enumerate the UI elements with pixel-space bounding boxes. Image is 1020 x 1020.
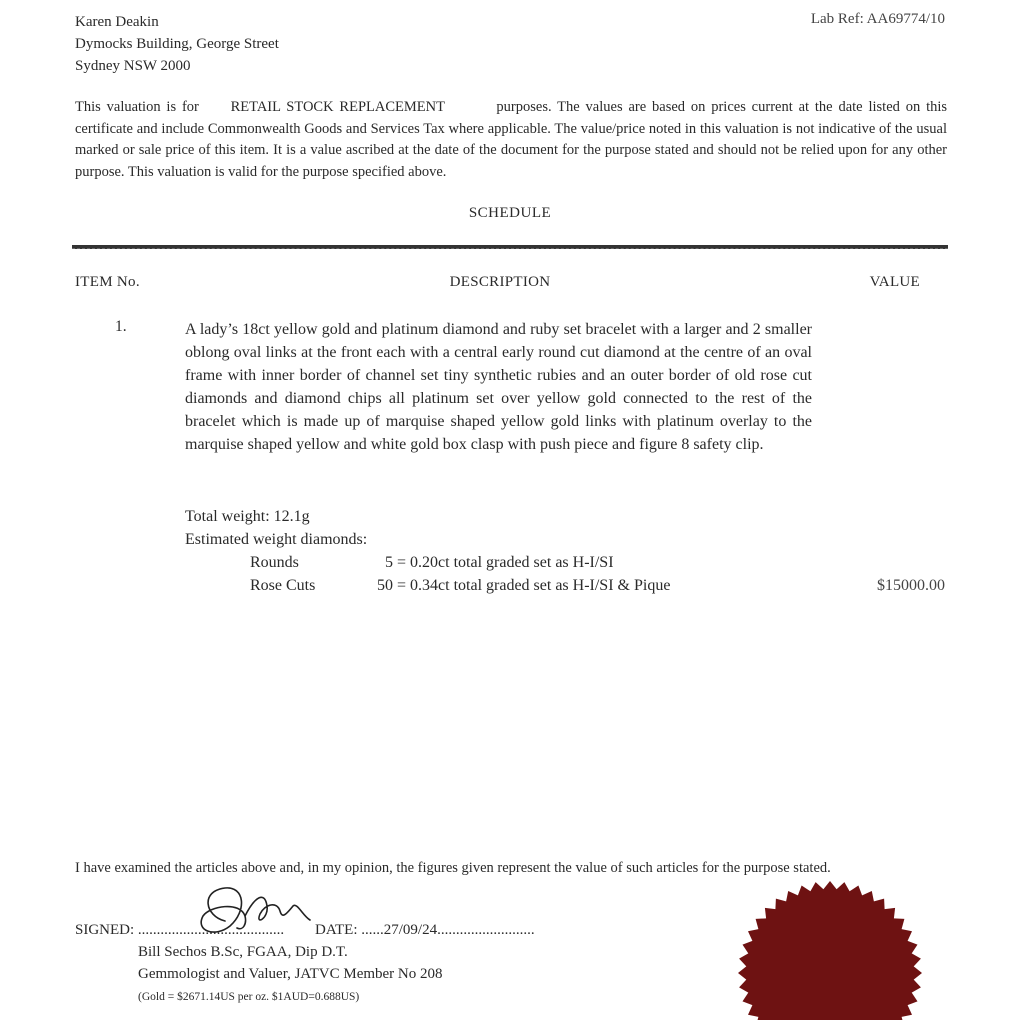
header-value: VALUE — [869, 274, 920, 290]
diamond-type-rounds: Rounds — [250, 554, 299, 571]
estimated-weight-label: Estimated weight diamonds: — [185, 531, 368, 548]
schedule-title: SCHEDULE — [468, 205, 552, 221]
diamond-detail-rounds: 5 = 0.20ct total graded set as H-I/SI — [385, 554, 614, 571]
valuation-prefix: This valuation is for — [75, 99, 199, 115]
schedule-divider — [72, 245, 948, 249]
handwritten-signature — [185, 876, 325, 946]
header-description: DESCRIPTION — [449, 274, 551, 290]
signer-name: Bill Sechos B.Sc, FGAA, Dip D.T. — [138, 944, 348, 960]
diamond-type-rose-cuts: Rose Cuts — [250, 577, 316, 594]
date-field: DATE: ......27/09/24.......................... — [315, 922, 535, 938]
client-address-line2: Sydney NSW 2000 — [75, 58, 191, 74]
gold-rate-note: (Gold = $2671.14US per oz. $1AUD=0.688US) — [138, 991, 360, 1003]
valuation-text: purposes. The values are based on prices current at the date listed on this certificate and include Commonwealth Goods and Services Tax where applicable. The value/price noted in this valuation is not indicative of the usual marked or sale price of this item. It is a value ascribed at the date of the document for the purpose stated and should not be relied upon for any other purpose. This valuation is valid for the purpose specified above. — [75, 99, 948, 180]
total-weight: Total weight: 12.1g — [185, 508, 310, 525]
valuation-statement — [75, 97, 947, 183]
lab-reference: Lab Ref: AA69774/10 — [810, 11, 945, 27]
client-address-line1: Dymocks Building, George Street — [75, 36, 279, 52]
signed-label: SIGNED: ....................................... — [75, 922, 285, 938]
client-name: Karen Deakin — [75, 14, 159, 30]
header-item-no: ITEM No. — [75, 274, 140, 290]
diamond-detail-rose-cuts: 50 = 0.34ct total graded set as H-I/SI & Pique — [377, 577, 671, 594]
client-address-block — [75, 11, 279, 77]
item-description: A lady’s 18ct yellow gold and platinum diamond and ruby set bracelet with a larger and 2 smaller oblong oval links at the front each with a central early round cut diamond at the centre of an oval frame with inner border of channel set tiny synthetic rubies and an outer border of old rose cut diamonds and diamond chips all platinum set over yellow gold connected to the rest of the bracelet which is made up of marquise shaped yellow gold links with platinum overlay to the marquise shaped yellow and white gold box clasp with push piece and figure 8 safety clip. — [185, 321, 812, 453]
seal-icon — [738, 878, 938, 1020]
item-value: $15000.00 — [877, 577, 945, 594]
item-number: 1. — [115, 318, 127, 335]
certification-statement: I have examined the articles above and, in my opinion, the figures given represent the value of such articles for the purpose stated. — [75, 860, 831, 876]
signer-title: Gemmologist and Valuer, JATVC Member No 208 — [138, 966, 443, 982]
valuation-purpose: RETAIL STOCK REPLACEMENT — [230, 99, 445, 115]
